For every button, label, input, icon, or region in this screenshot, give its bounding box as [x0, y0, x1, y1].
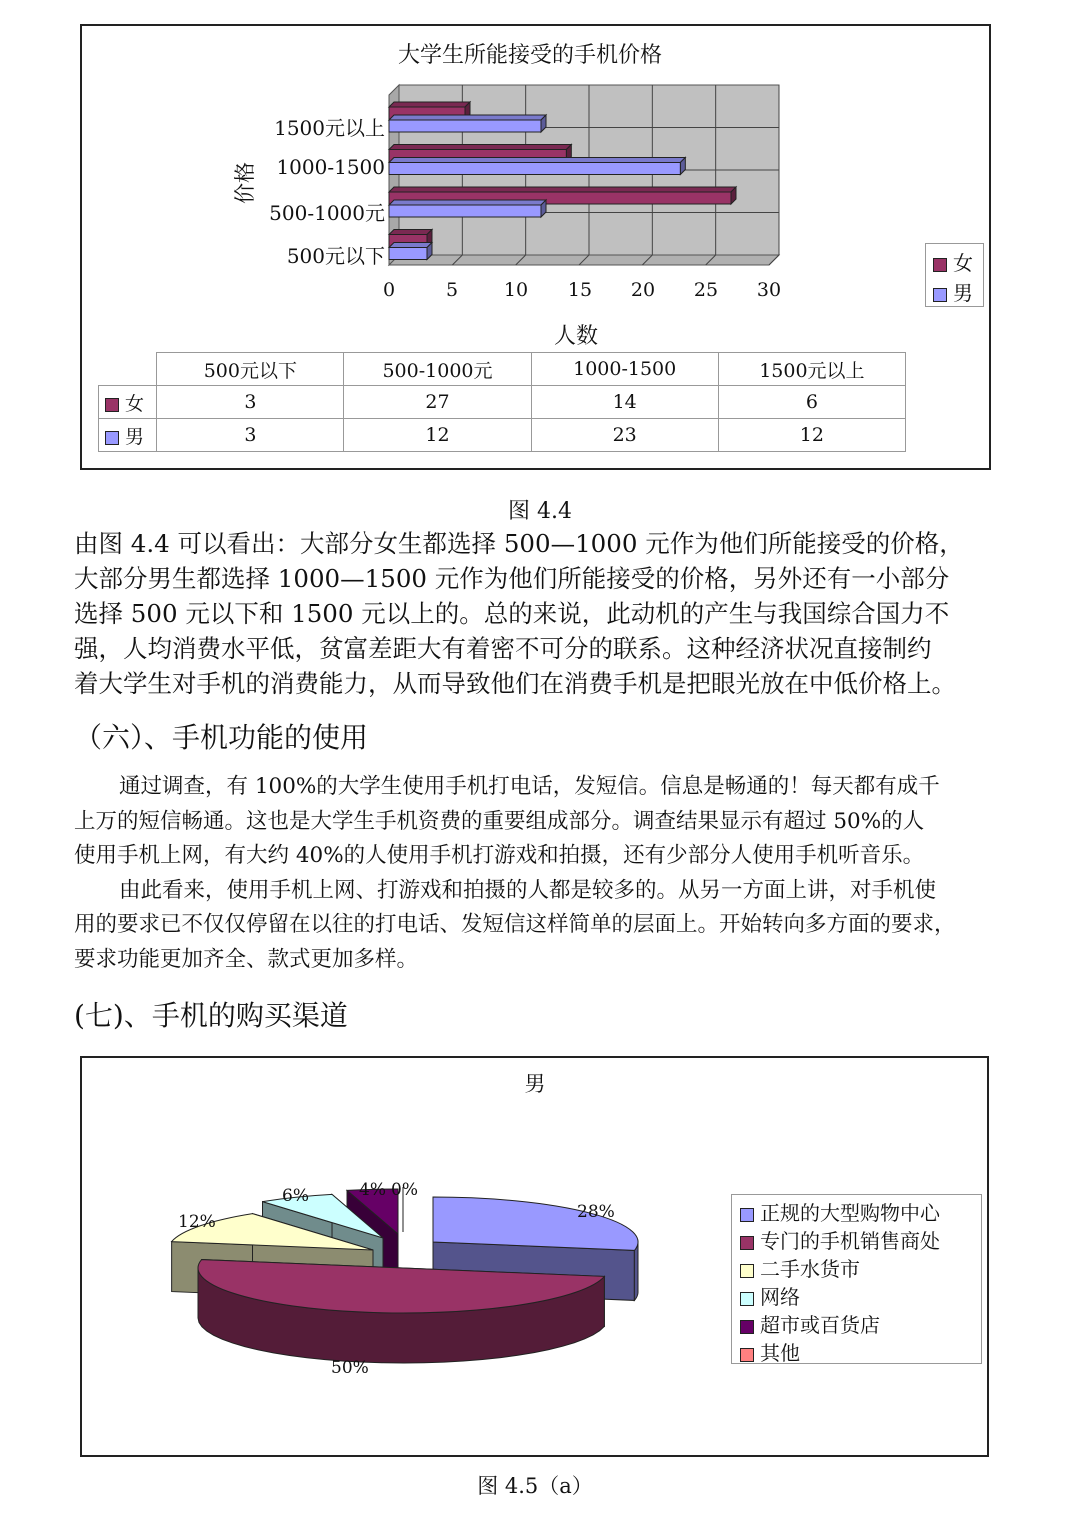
male-swatch	[933, 288, 947, 302]
table-header: 1000-1500	[531, 353, 718, 386]
female-swatch	[933, 258, 947, 272]
x-tick: 30	[756, 279, 782, 301]
table-cell: 27	[344, 386, 531, 419]
text-line: 由图 4.4 可以看出：大部分女生都选择 500—1000 元作为他们所能接受的价格，	[74, 529, 964, 558]
table-header: 1500元以上	[718, 353, 905, 386]
bar-top	[389, 102, 470, 107]
legend-item-shopping-center: 正规的大型购物中心	[740, 1197, 940, 1226]
bar-top	[389, 115, 546, 120]
text-line: 使用手机上网，有大约 40%的人使用手机打游戏和拍摄，还有少部分人使用手机听音乐。	[74, 843, 925, 868]
bar-top	[389, 243, 432, 248]
legend-item-supermarket: 超市或百货店	[740, 1309, 880, 1338]
pct-label-other: 0%	[391, 1180, 418, 1200]
row-label-male: 男	[99, 419, 157, 452]
pct-label-supermarket: 4%	[359, 1180, 386, 1200]
text-line: 大部分男生都选择 1000—1500 元作为他们所能接受的价格，另外还有一小部分	[74, 564, 950, 593]
table-header: 500元以下	[157, 353, 344, 386]
legend-item-phone-dealer: 专门的手机销售商处	[740, 1225, 940, 1254]
bar-chart-title: 大学生所能接受的手机价格	[397, 43, 662, 68]
swatch	[740, 1320, 754, 1334]
bar-top	[389, 187, 736, 192]
swatch	[740, 1236, 754, 1250]
swatch	[740, 1264, 754, 1278]
x-tick: 10	[503, 279, 529, 301]
section-heading-6: （六）、手机功能的使用	[74, 721, 369, 754]
x-tick: 20	[630, 279, 656, 301]
pie-chart-title: 男	[524, 1072, 546, 1096]
swatch	[740, 1348, 754, 1362]
legend-item-online: 网络	[740, 1281, 800, 1310]
swatch	[740, 1208, 754, 1222]
table-header: 500-1000元	[344, 353, 531, 386]
text-line: 强，人均消费水平低，贫富差距大有着密不可分的联系。这种经济状况直接制约	[74, 634, 932, 663]
text-line: 着大学生对手机的消费能力，从而导致他们在消费手机是把眼光放在中低价格上。	[74, 669, 956, 698]
legend-item-other: 其他	[740, 1337, 800, 1366]
female-swatch	[105, 398, 119, 412]
bar-male-1	[389, 205, 541, 217]
text-line: 由此看来，使用手机上网、打游戏和拍摄的人都是较多的。从另一方面上讲，对手机使	[119, 877, 937, 903]
pct-label-secondhand: 12%	[178, 1212, 216, 1232]
x-tick: 25	[693, 279, 719, 301]
male-swatch	[105, 431, 119, 445]
bar-male-2	[389, 163, 680, 175]
section-heading-7: (七)、手机的购买渠道	[74, 999, 348, 1032]
x-tick: 15	[567, 279, 593, 301]
pie-slice-side	[634, 1242, 638, 1300]
text-line: 选择 500 元以下和 1500 元以上的。总的来说，此动机的产生与我国综合国力不	[74, 599, 950, 628]
category-label-1500-plus: 1500元以上	[274, 116, 385, 140]
category-label-500-1000: 500-1000元	[269, 201, 385, 225]
table-header-row	[99, 353, 906, 386]
pie-chart-plot	[0, 1100, 740, 1400]
table-cell: 12	[344, 419, 531, 452]
bar-top	[389, 230, 432, 235]
text-line: 上万的短信畅通。这也是大学生手机资费的重要组成部分。调查结果显示有超过 50%的人	[74, 808, 925, 834]
bar-chart-legend	[925, 243, 984, 307]
category-label-1000-1500: 1000-1500	[276, 155, 385, 179]
paragraph-analysis	[74, 526, 1014, 701]
figure-caption-4-5a: 图 4.5（a）	[477, 1474, 593, 1498]
bar-male-0	[389, 248, 427, 260]
pct-label-online: 6%	[282, 1186, 309, 1206]
text-line: 通过调查，有 100%的大学生使用手机打电话，发短信。信息是畅通的！每天都有成千	[119, 774, 940, 799]
table-cell: 6	[718, 386, 905, 419]
bar-top	[389, 200, 546, 205]
y-axis-label: 价格	[233, 162, 257, 204]
figure-caption-4-4: 图 4.4	[508, 499, 572, 524]
bar-top	[389, 158, 685, 163]
table-cell: 3	[157, 419, 344, 452]
bar-top	[389, 145, 571, 150]
pie-chart-legend	[731, 1194, 982, 1364]
text-line: 要求功能更加齐全、款式更加多样。	[74, 946, 419, 972]
bar-male-3	[389, 120, 541, 132]
table-cell: 23	[531, 419, 718, 452]
legend-item-secondhand: 二手水货市	[740, 1253, 860, 1282]
x-tick: 5	[445, 279, 459, 301]
paragraph-function-usage	[74, 770, 1014, 977]
table-cell: 12	[718, 419, 905, 452]
x-tick: 0	[382, 279, 396, 301]
swatch	[740, 1292, 754, 1306]
pct-label-shopping-center: 28%	[577, 1202, 615, 1222]
text-line: 用的要求已不仅仅停留在以往的打电话、发短信这样简单的层面上。开始转向多方面的要求，	[74, 912, 956, 937]
table-cell: 14	[531, 386, 718, 419]
x-axis-label: 人数	[554, 324, 599, 349]
data-table	[98, 352, 906, 452]
row-label-female: 女	[99, 386, 157, 419]
legend-item-female: 女	[933, 247, 973, 276]
category-label-under-500: 500元以下	[286, 244, 385, 268]
table-cell: 3	[157, 386, 344, 419]
table-row	[99, 386, 906, 419]
pct-label-phone-dealer: 50%	[331, 1358, 369, 1378]
table-row	[99, 419, 906, 452]
legend-item-male: 男	[933, 277, 973, 306]
